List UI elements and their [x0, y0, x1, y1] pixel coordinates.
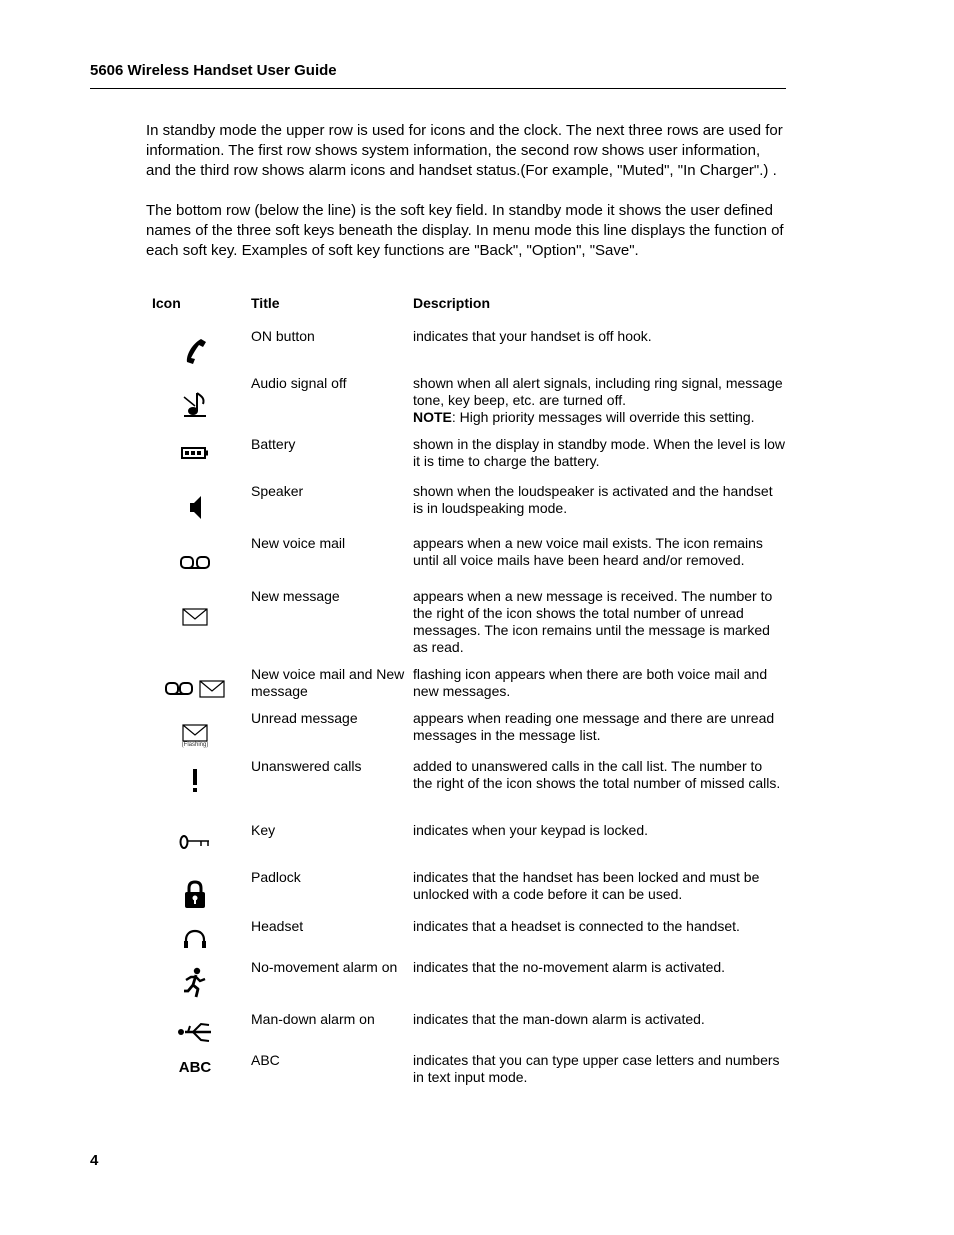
table-row-description: indicates that the handset has been locked and must be unlocked with a code before it can be used.	[413, 869, 760, 902]
table-row-title: Man-down alarm on	[251, 1011, 375, 1027]
headset-icon	[160, 928, 230, 950]
table-row-description: flashing icon appears when there are both voice mail and new messages.	[413, 666, 768, 699]
table-row-description: indicates when your keypad is locked.	[413, 822, 649, 838]
table-row-description: appears when a new voice mail exists. The icon remains until all voice mails have been heard and/or removed.	[413, 535, 763, 568]
column-header-title: Title	[251, 295, 280, 311]
page-header-title: 5606 Wireless Handset User Guide	[90, 62, 337, 79]
table-row-description: added to unanswered calls in the call list. The number to the right of the icon shows the total number of missed calls.	[413, 758, 781, 791]
audio-off-icon	[160, 388, 230, 420]
note-label: NOTE	[413, 409, 452, 425]
table-row-description: indicates that the no-movement alarm is activated.	[413, 959, 726, 975]
flashing-caption: (Flashing)	[181, 741, 209, 748]
abc-icon	[160, 1056, 230, 1078]
table-row-description: indicates that your handset is off hook.	[413, 328, 652, 344]
table-row-title: Battery	[251, 436, 296, 452]
table-row-description: shown in the display in standby mode. When the level is low it is time to charge the battery.	[413, 436, 785, 469]
table-row-description: indicates that the man-down alarm is activated.	[413, 1011, 705, 1027]
table-row-title: New message	[251, 588, 340, 604]
running-man-icon	[160, 966, 230, 1000]
table-row-title: New voice mail	[251, 535, 346, 551]
table-row-description	[413, 375, 785, 426]
table-row-title: Headset	[251, 918, 304, 934]
table-row-description: indicates that a headset is connected to the handset.	[413, 918, 740, 934]
phone-handset-icon	[160, 336, 230, 366]
column-header-description: Description	[413, 295, 491, 311]
page-number: 4	[90, 1152, 99, 1169]
table-row-description: appears when a new message is received. The number to the right of the icon shows the total number of unread messages. The icon remains until the message is marked as read.	[413, 588, 773, 655]
voicemail-envelope-icon	[160, 678, 230, 700]
note-text: : High priority messages will override this setting.	[451, 409, 755, 425]
header-divider	[90, 88, 786, 89]
table-row-title: Unanswered calls	[251, 758, 362, 774]
battery-icon	[160, 443, 230, 463]
table-row-title: New voice mail and New message	[251, 666, 405, 699]
abc-icon-text: ABC	[178, 1058, 212, 1076]
intro-paragraph-1: In standby mode the upper row is used for icons and the clock. The next three rows are used for information. The first row shows system information, the second row shows user information, and the third row shows alarm icons and handset status.(For example, "Muted", "In Charger".) .	[146, 122, 783, 179]
table-row-title: Unread message	[251, 710, 358, 726]
intro-paragraph-2: The bottom row (below the line) is the soft key field. In standby mode it shows the user defined names of the three soft keys beneath the display. In menu mode this line displays the function of each soft key. Examples of soft key functions are "Back", "Option", "Save".	[146, 202, 784, 259]
key-icon	[160, 832, 230, 852]
table-row-description: appears when reading one message and there are unread messages in the message list.	[413, 710, 775, 743]
column-header-icon: Icon	[152, 295, 181, 311]
table-row-title: Padlock	[251, 869, 301, 885]
exclamation-icon	[160, 766, 230, 794]
description-text: shown when all alert signals, including ring signal, message tone, key beep, etc. are turned off.	[413, 375, 783, 408]
table-row-title: No-movement alarm on	[251, 959, 398, 975]
table-row-title: ABC	[251, 1052, 280, 1068]
flashing-envelope-icon	[160, 722, 230, 750]
table-row-title: ON button	[251, 328, 315, 344]
table-row-description: indicates that you can type upper case letters and numbers in text input mode.	[413, 1052, 780, 1085]
table-row-title: Key	[251, 822, 276, 838]
man-down-icon	[160, 1020, 230, 1044]
envelope-icon	[160, 607, 230, 627]
speaker-icon	[160, 492, 230, 522]
table-row-description: shown when the loudspeaker is activated and the handset is in loudspeaking mode.	[413, 483, 773, 516]
table-row-title: Audio signal off	[251, 375, 347, 391]
table-row-title: Speaker	[251, 483, 304, 499]
voicemail-icon	[160, 553, 230, 573]
padlock-icon	[160, 878, 230, 910]
